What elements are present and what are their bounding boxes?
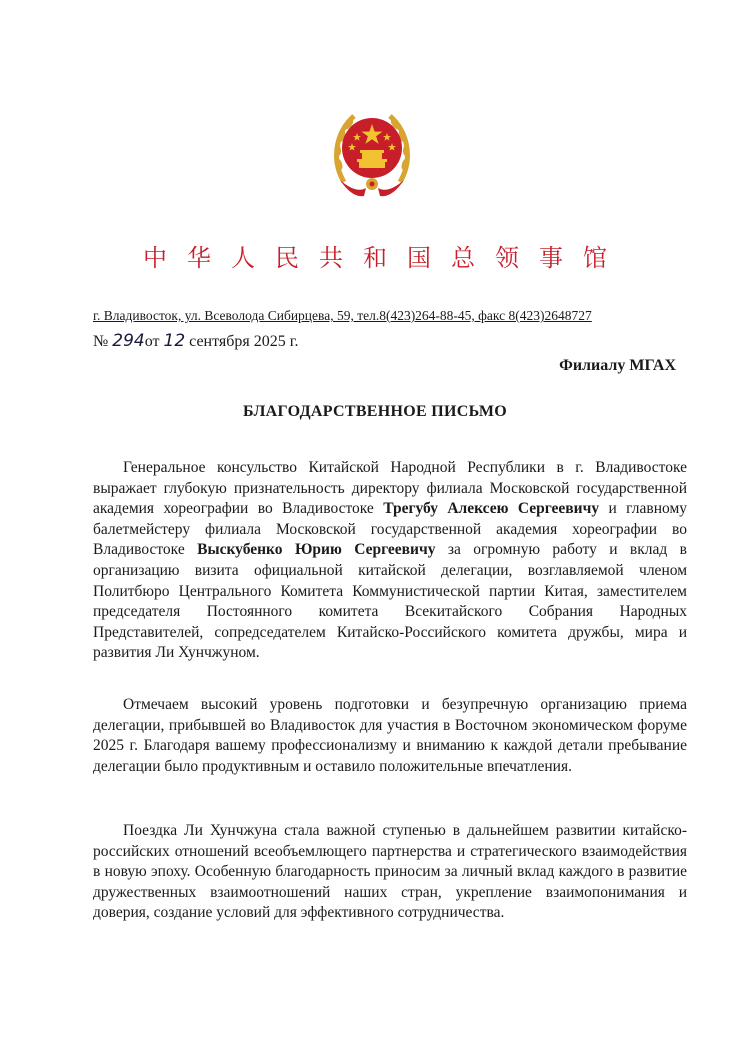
p1-choreographer-name: Выскубенко Юрию Сергеевичу [197, 541, 436, 559]
consulate-name-chinese: 中华人民共和国总领事馆 [143, 244, 627, 272]
reference-date: сентября 2025 г. [189, 333, 299, 350]
body-paragraph-2: Отмечаем высокий уровень подготовки и безупречную организацию приема делегации, прибывшей во Владивосток для участия в Восточном экономическом форуме 2025 г. Благодаря вашему профессионализму и вниманию к каждой детали пребывание делегации было продуктивным и оставило положительные впечатления. [93, 696, 687, 775]
body-paragraph-1 [93, 458, 687, 664]
p1-director-name: Трегубу Алексею Сергеевичу [383, 500, 600, 518]
p1-text-1: Генеральное консульство Китайской Народной Республики в г. Владивостоке выражает глубокую признательность директору филиала Московской государственной академия хореографии во Владивостоке [93, 459, 687, 518]
p1-text-3: за огромную работу и вклад в организацию визита официальной китайской делегации, возглавляемой членом Политбюро Центрального Комитета Коммунистической партии Китая, заместителем председателя Постоянного комитета Всекитайского Собрания Народных Представителей, сопредседателем Китайско-Российского комитета дружбы, мира и развития Ли Хунчжуном. [93, 541, 687, 662]
reference-line [93, 331, 299, 351]
from-word: от [144, 333, 160, 350]
recipient: Филиалу МГАХ [559, 357, 676, 374]
reference-number: 294 [112, 331, 145, 351]
reference-day: 12 [163, 331, 186, 351]
consulate-address: г. Владивосток, ул. Всеволода Сибирцева, 59, тел.8(423)264-88-45, факс 8(423)2648727 [93, 308, 592, 323]
letter-title: БЛАГОДАРСТВЕННОЕ ПИСЬМО [242, 403, 508, 420]
number-sign: № [93, 333, 109, 350]
p1-text-2: и главному балетмейстеру филиала Московской государственной академия хореографии во Владивостоке [93, 500, 687, 559]
body-paragraph-3: Поездка Ли Хунчжуна стала важной ступенью в дальнейшем развитии китайско-российских отношений всеобъемлющего партнерства и стратегического взаимодействия в новую эпоху. Особенную благодарность приносим за личный вклад каждого в развитие дружественных взаимоотношений наших стран, укрепление взаимопонимания и доверия, создание условий для эффективного сотрудничества. [93, 822, 687, 922]
state-emblem-icon [330, 104, 414, 200]
